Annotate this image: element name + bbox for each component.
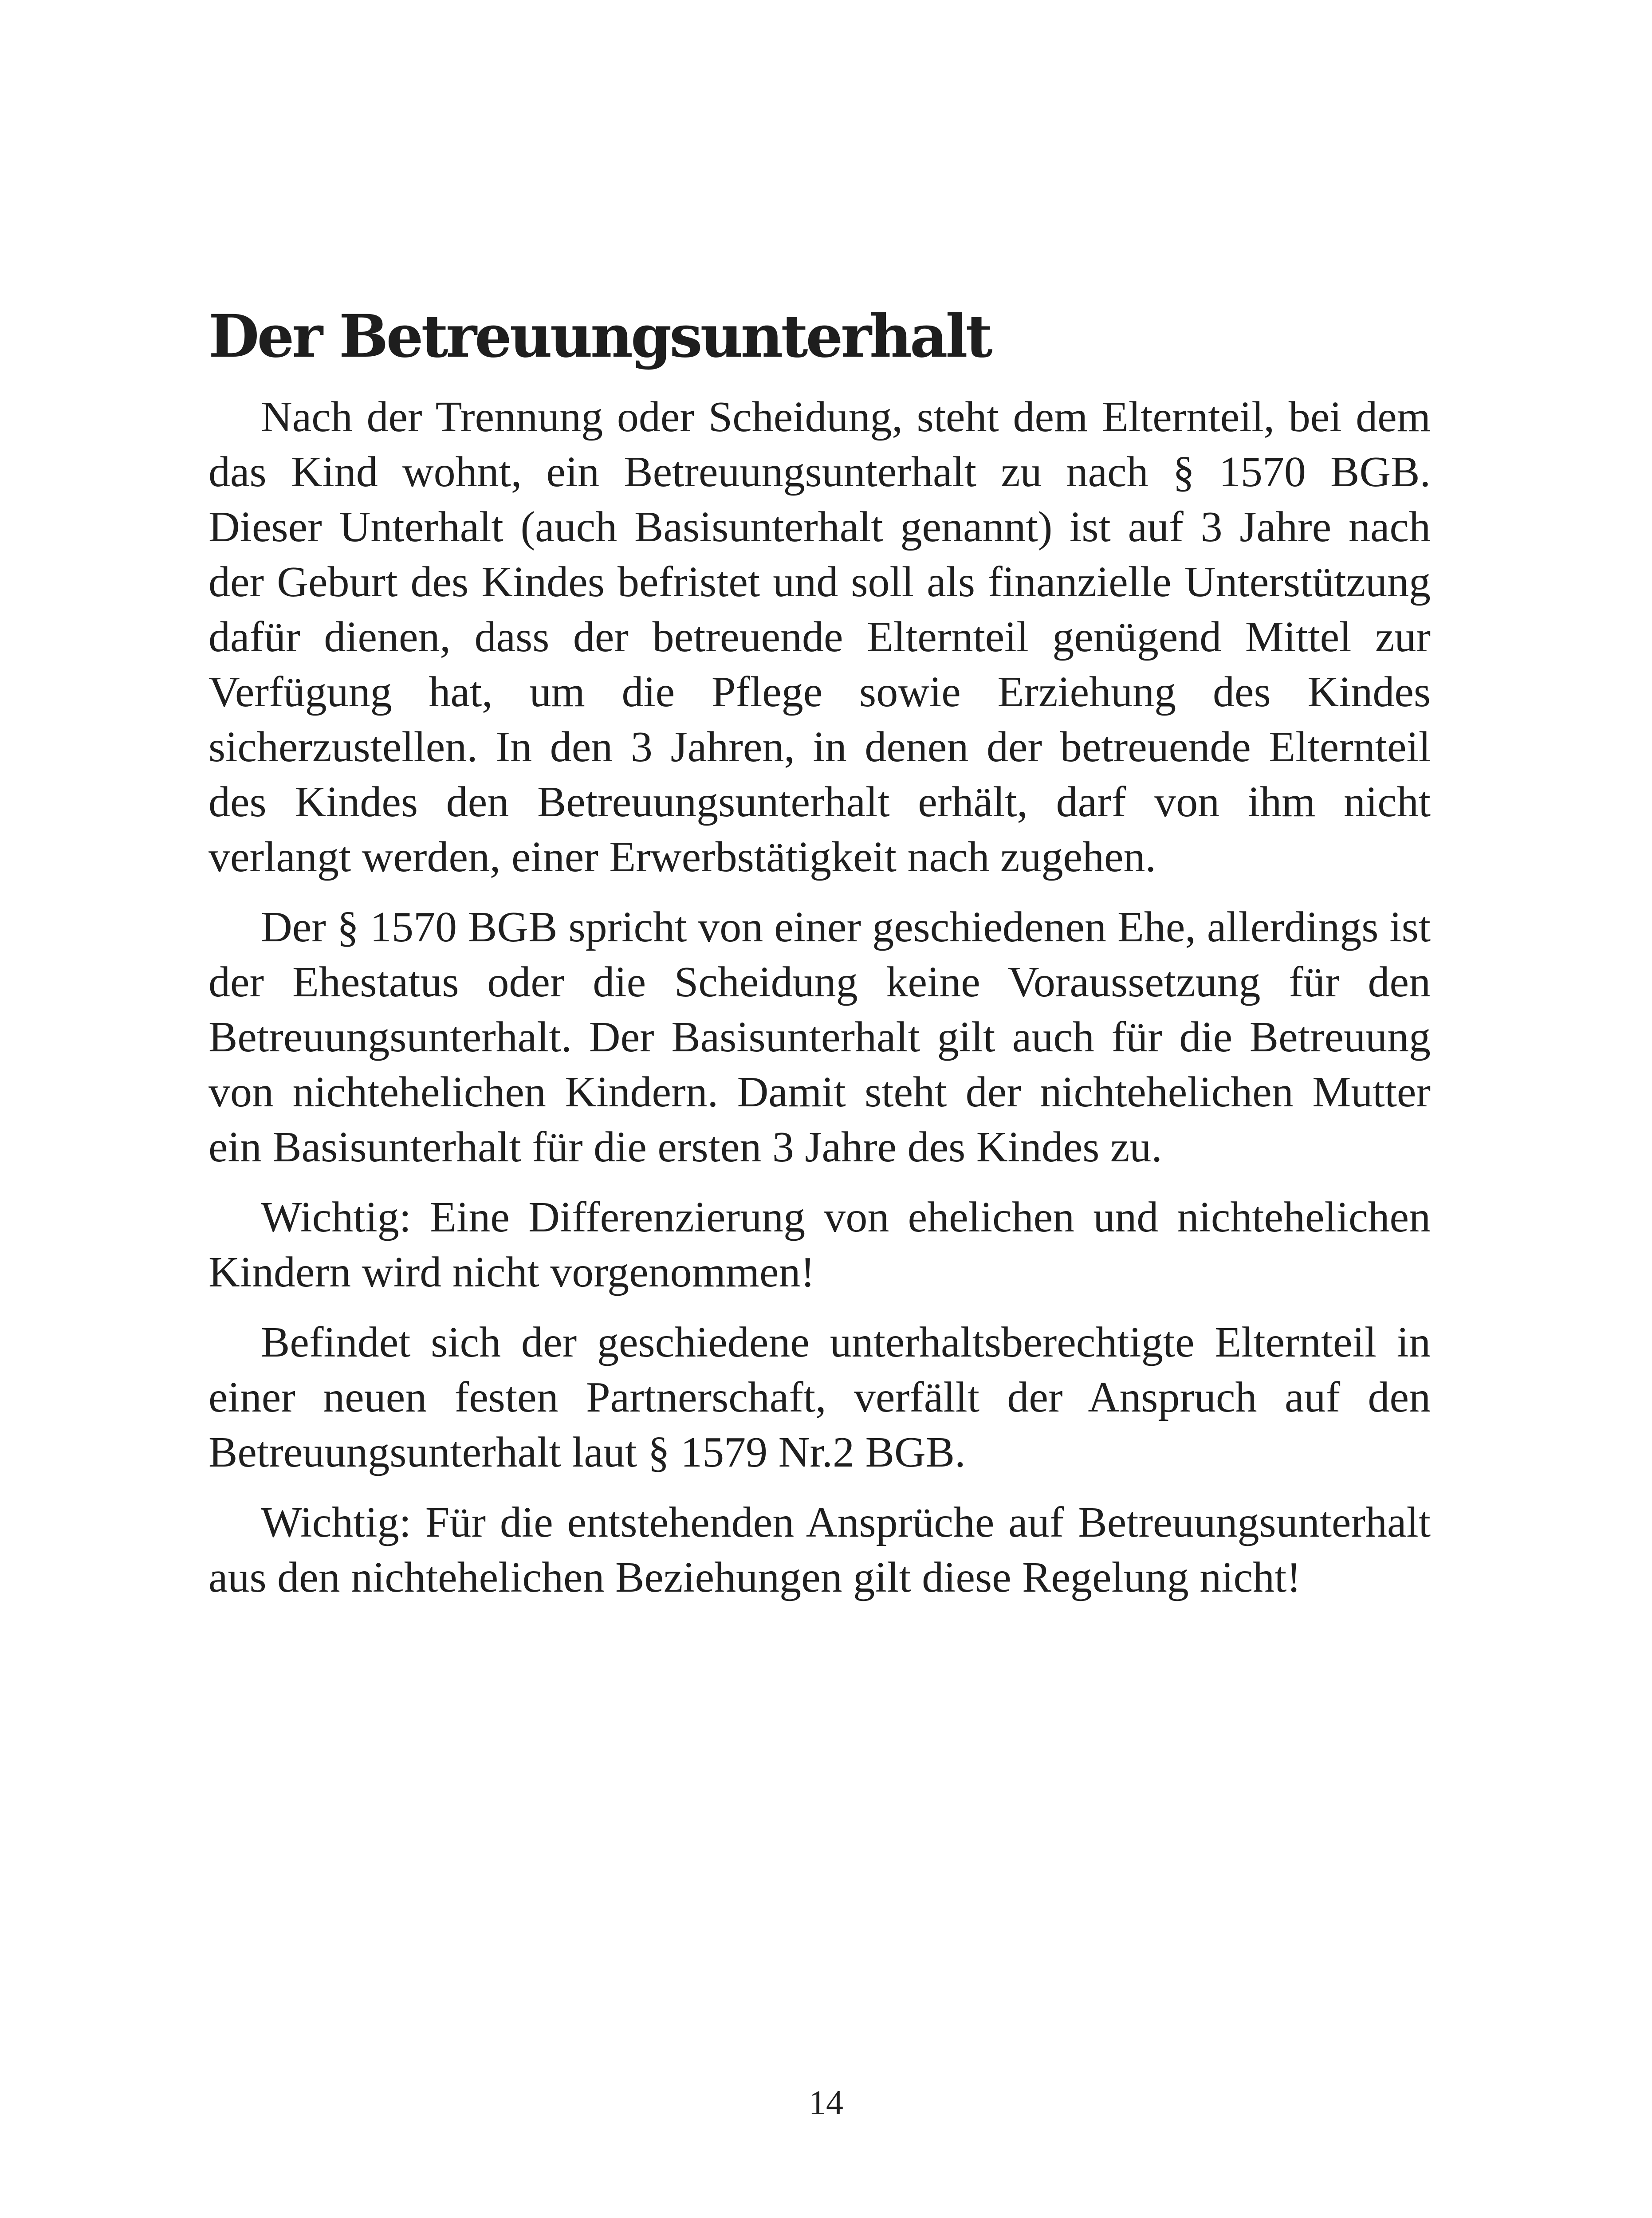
page-title: Der Betreuungsunterhalt [208, 302, 991, 371]
paragraph-5: Wichtig: Für die entstehenden Ansprüche auf Betreuungsunterhalt aus den nichtehelichen Beziehungen gilt diese Regelung nicht! [208, 1498, 1431, 1602]
paragraph-4: Befindet sich der geschiedene unterhaltsberechtigte Elternteil in einer neuen festen Partnerschaft, verfällt der Anspruch auf den Betreuungsunterhalt laut § 1579 Nr.2 BGB. [208, 1318, 1431, 1477]
page-number: 14 [809, 2083, 843, 2122]
paragraph-3: Wichtig: Eine Differenzierung von ehelichen und nichtehelichen Kindern wird nicht vorgenommen! [208, 1193, 1431, 1297]
paragraph-1: Nach der Trennung oder Scheidung, steht dem Elternteil, bei dem das Kind wohnt, ein Betreuungsunterhalt zu nach § 1570 BGB. Dieser Unterhalt (auch Basisunterhalt genannt) ist auf 3 Jahre nach der Geburt des Kindes befristet und soll als finanzielle Unterstützung dafür dienen, dass der betreuende Elternteil genügend Mittel zur Verfügung hat, um die Pflege sowie Erziehung des Kindes sicherzustellen. In den 3 Jahren, in denen der betreuende Elternteil des Kindes den Betreuungsunterhalt erhält, darf von ihm nicht verlangt werden, einer Erwerbstätigkeit nach zugehen. [208, 393, 1431, 881]
paragraph-2: Der § 1570 BGB spricht von einer geschiedenen Ehe, allerdings ist der Ehestatus oder die Scheidung keine Voraussetzung für den Betreuungsunterhalt. Der Basisunterhalt gilt auch für die Betreuung von nichtehelichen Kindern. Damit steht der nichtehelichen Mutter ein Basisunterhalt für die ersten 3 Jahre des Kindes zu. [208, 903, 1431, 1172]
page-content [208, 302, 1431, 1620]
